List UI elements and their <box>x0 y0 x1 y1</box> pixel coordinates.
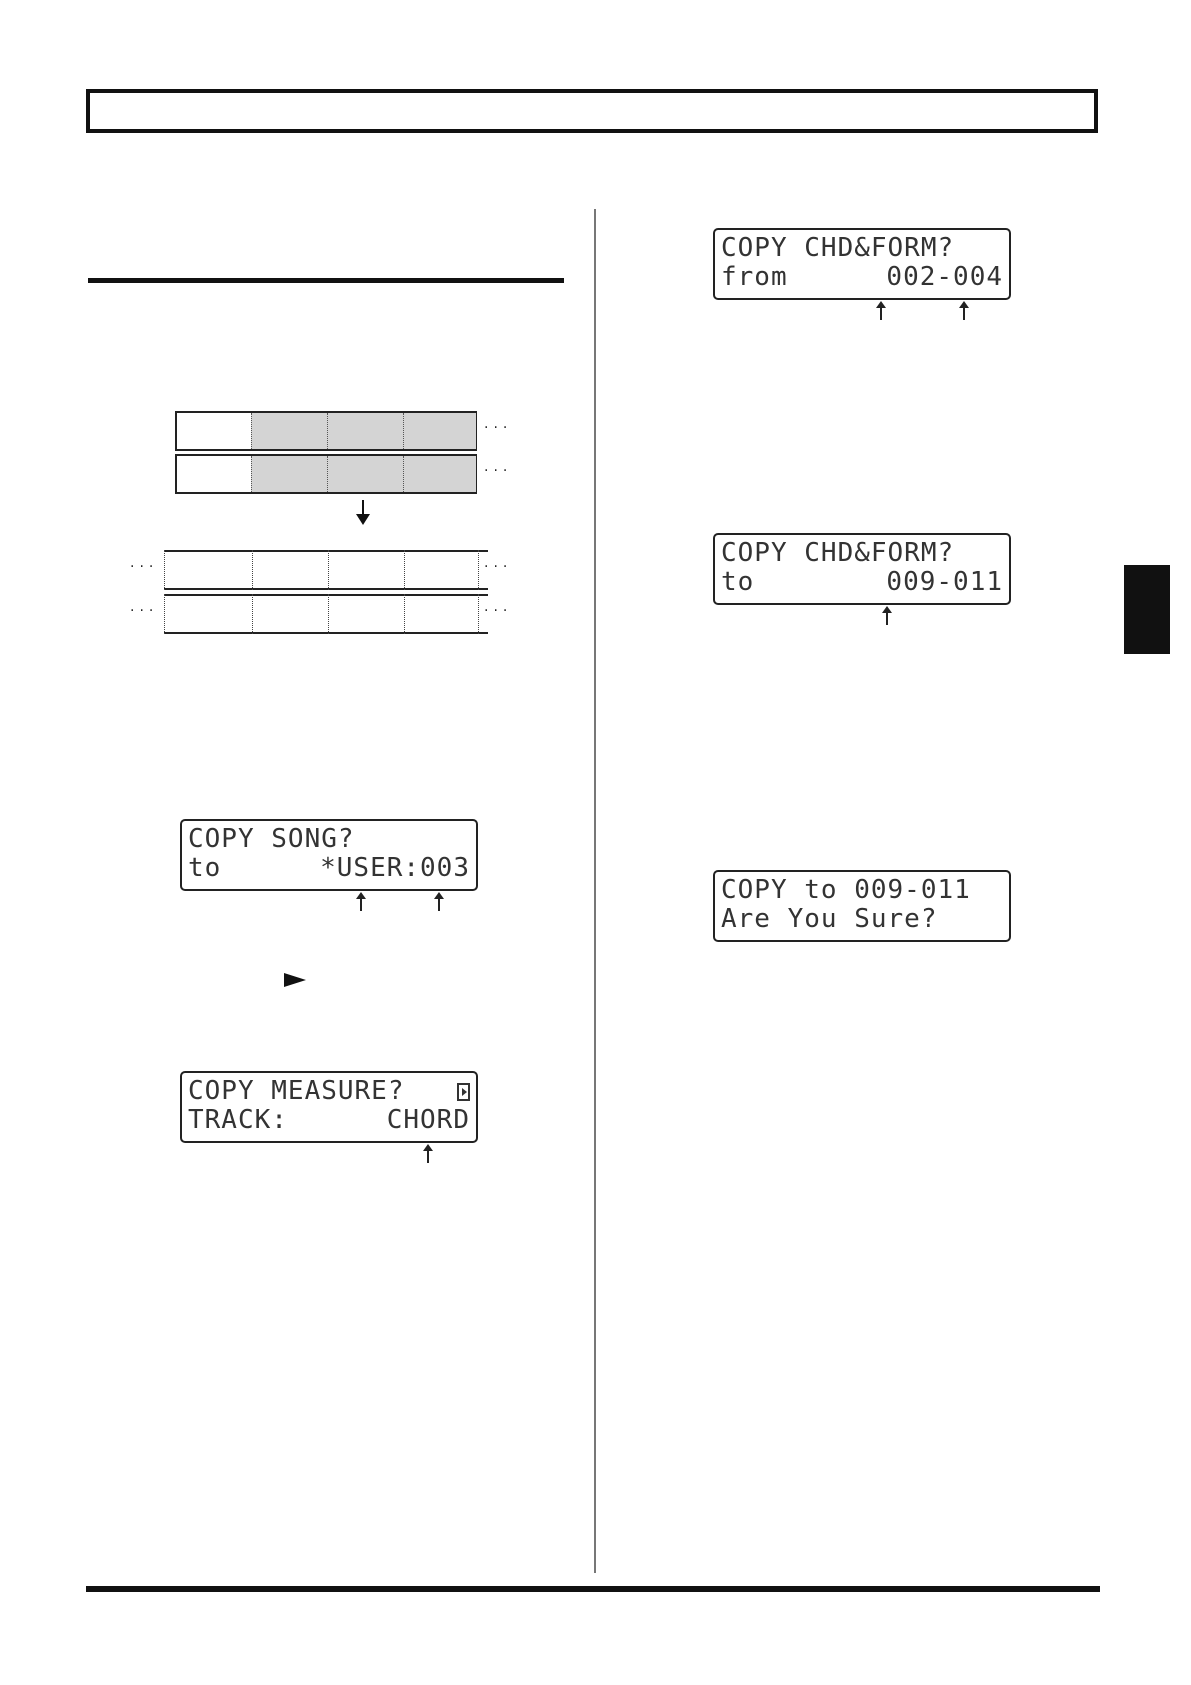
lcd-copy-chdform-to <box>713 533 1011 605</box>
lcd-copy-song <box>180 819 478 891</box>
lcd-line-1: COPY CHD&FORM? <box>721 233 955 263</box>
lcd-line-2-value: 002-004 <box>886 262 1003 292</box>
source-measure-selected <box>251 413 328 449</box>
cursor-arrow-icon <box>427 1149 429 1163</box>
lcd-line-2: Are You Sure? <box>721 904 938 934</box>
cursor-arrow-icon <box>880 306 882 320</box>
chapter-tab <box>1124 565 1170 654</box>
lcd-confirm <box>713 870 1011 942</box>
scroll-right-icon <box>457 1083 470 1101</box>
source-measure-selected <box>251 456 328 492</box>
source-measure <box>177 413 251 449</box>
lcd-line-2-value: CHORD <box>386 1105 470 1135</box>
lcd-line-1: COPY to 009-011 <box>721 875 971 905</box>
lcd-copy-measure <box>180 1071 478 1143</box>
lcd-line-1: COPY SONG? <box>188 824 355 854</box>
destination-track-row-1 <box>164 550 488 590</box>
source-measure-selected <box>403 413 476 449</box>
page-header-box <box>86 89 1098 133</box>
source-measure <box>177 456 251 492</box>
section-rule <box>88 278 564 283</box>
ellipsis: ··· <box>484 463 513 479</box>
cursor-arrow-icon <box>438 897 440 911</box>
play-icon <box>284 973 306 987</box>
lcd-line-2-label: TRACK: <box>188 1105 288 1135</box>
source-measure-selected <box>327 456 404 492</box>
lcd-line-2-value: 009-011 <box>886 567 1003 597</box>
lcd-line-2-label: to <box>188 853 222 883</box>
lcd-line-2-label: from <box>721 262 788 292</box>
cursor-arrow-icon <box>360 897 362 911</box>
source-track-row-1 <box>175 411 477 451</box>
lcd-line-2-label: to <box>721 567 755 597</box>
lcd-copy-chdform-from <box>713 228 1011 300</box>
footer-rule <box>86 1586 1100 1592</box>
destination-track-row-2 <box>164 594 488 634</box>
cursor-arrow-icon <box>963 306 965 320</box>
ellipsis: ··· <box>484 603 513 619</box>
ellipsis: ··· <box>484 420 513 436</box>
source-measure-selected <box>327 413 404 449</box>
ellipsis: ··· <box>484 559 513 575</box>
ellipsis: ··· <box>130 603 159 619</box>
source-measure-selected <box>403 456 476 492</box>
lcd-line-2-value: *USER:003 <box>320 853 470 883</box>
down-arrow-icon <box>362 500 364 518</box>
ellipsis: ··· <box>130 559 159 575</box>
lcd-line-1: COPY CHD&FORM? <box>721 538 955 568</box>
cursor-arrow-icon <box>886 611 888 625</box>
lcd-line-1: COPY MEASURE? <box>188 1076 405 1106</box>
source-track-row-2 <box>175 454 477 494</box>
column-divider <box>594 209 596 1573</box>
